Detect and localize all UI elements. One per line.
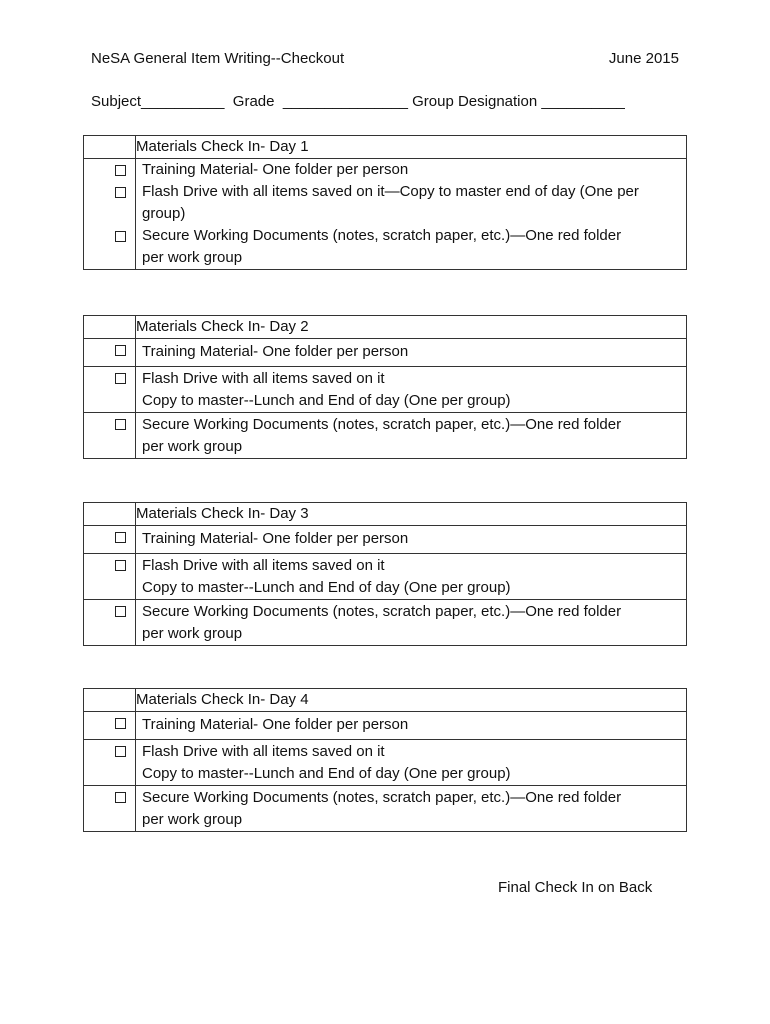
checklist-header-row: [84, 136, 687, 159]
checklist-item: [84, 554, 687, 600]
checklist-table-day-3: [83, 502, 687, 646]
checklist-heading: Materials Check In- Day 1: [136, 136, 687, 159]
item-text: Flash Drive with all items saved on it: [142, 557, 385, 574]
checklist-heading: Materials Check In- Day 3: [136, 503, 687, 526]
checkbox[interactable]: [115, 746, 126, 757]
document-header: [91, 49, 679, 69]
checkbox[interactable]: [115, 718, 126, 729]
item-text: Training Material- One folder per person: [142, 716, 409, 733]
document-date: June 2015: [608, 50, 679, 67]
item-text: Flash Drive with all items saved on it: [142, 743, 385, 760]
checklist-header-row: [84, 689, 687, 712]
item-text: Training Material- One folder per person: [142, 530, 409, 547]
checklist-item: [84, 786, 687, 832]
item-text: Training Material- One folder per person: [142, 343, 409, 360]
checklist-header-row: [84, 316, 687, 339]
checklist-item: [84, 159, 687, 182]
item-text: per work group: [142, 625, 243, 642]
checkbox[interactable]: [115, 606, 126, 617]
checklist-item: [84, 413, 687, 459]
checklist-table-day-4: [83, 688, 687, 832]
item-text: per work group: [142, 811, 243, 828]
checklist-item: [84, 225, 687, 270]
checklist-item: [84, 339, 687, 367]
checklist-item: [84, 740, 687, 786]
checklist-header-row: [84, 503, 687, 526]
form-fields-line: Subject__________ Grade _______________ Group Designation __________: [91, 93, 625, 110]
checklist-item: [84, 181, 687, 225]
item-text: Flash Drive with all items saved on it: [142, 370, 385, 387]
checklist-item: [84, 600, 687, 646]
checklist-table-day-1: [83, 135, 687, 270]
item-text: Copy to master--Lunch and End of day (One per group): [142, 392, 511, 409]
item-text: Secure Working Documents (notes, scratch paper, etc.)—One red folder: [142, 789, 622, 806]
checkbox[interactable]: [115, 419, 126, 430]
item-text: Copy to master--Lunch and End of day (One per group): [142, 579, 511, 596]
item-text: Flash Drive with all items saved on it—Copy to master end of day (One per: [142, 183, 639, 200]
item-text: per work group: [142, 438, 243, 455]
item-text: group): [142, 205, 186, 222]
document-title: NeSA General Item Writing--Checkout: [91, 50, 345, 67]
item-text: per work group: [142, 249, 243, 266]
checklist-heading: Materials Check In- Day 2: [136, 316, 687, 339]
checkbox[interactable]: [115, 165, 126, 176]
item-text: Secure Working Documents (notes, scratch paper, etc.)—One red folder: [142, 603, 622, 620]
item-text: Training Material- One folder per person: [142, 161, 409, 178]
checkbox[interactable]: [115, 373, 126, 384]
checklist-item: [84, 712, 687, 740]
checkbox[interactable]: [115, 560, 126, 571]
checkbox[interactable]: [115, 231, 126, 242]
item-text: Secure Working Documents (notes, scratch paper, etc.)—One red folder: [142, 227, 622, 244]
checkbox[interactable]: [115, 345, 126, 356]
checklist-heading: Materials Check In- Day 4: [136, 689, 687, 712]
checklist-item: [84, 367, 687, 413]
checkbox[interactable]: [115, 187, 126, 198]
checkbox[interactable]: [115, 532, 126, 543]
checklist-item: [84, 526, 687, 554]
checklist-table-day-2: [83, 315, 687, 459]
checkbox[interactable]: [115, 792, 126, 803]
item-text: Secure Working Documents (notes, scratch paper, etc.)—One red folder: [142, 416, 622, 433]
item-text: Copy to master--Lunch and End of day (One per group): [142, 765, 511, 782]
footer-note: Final Check In on Back: [498, 879, 653, 896]
